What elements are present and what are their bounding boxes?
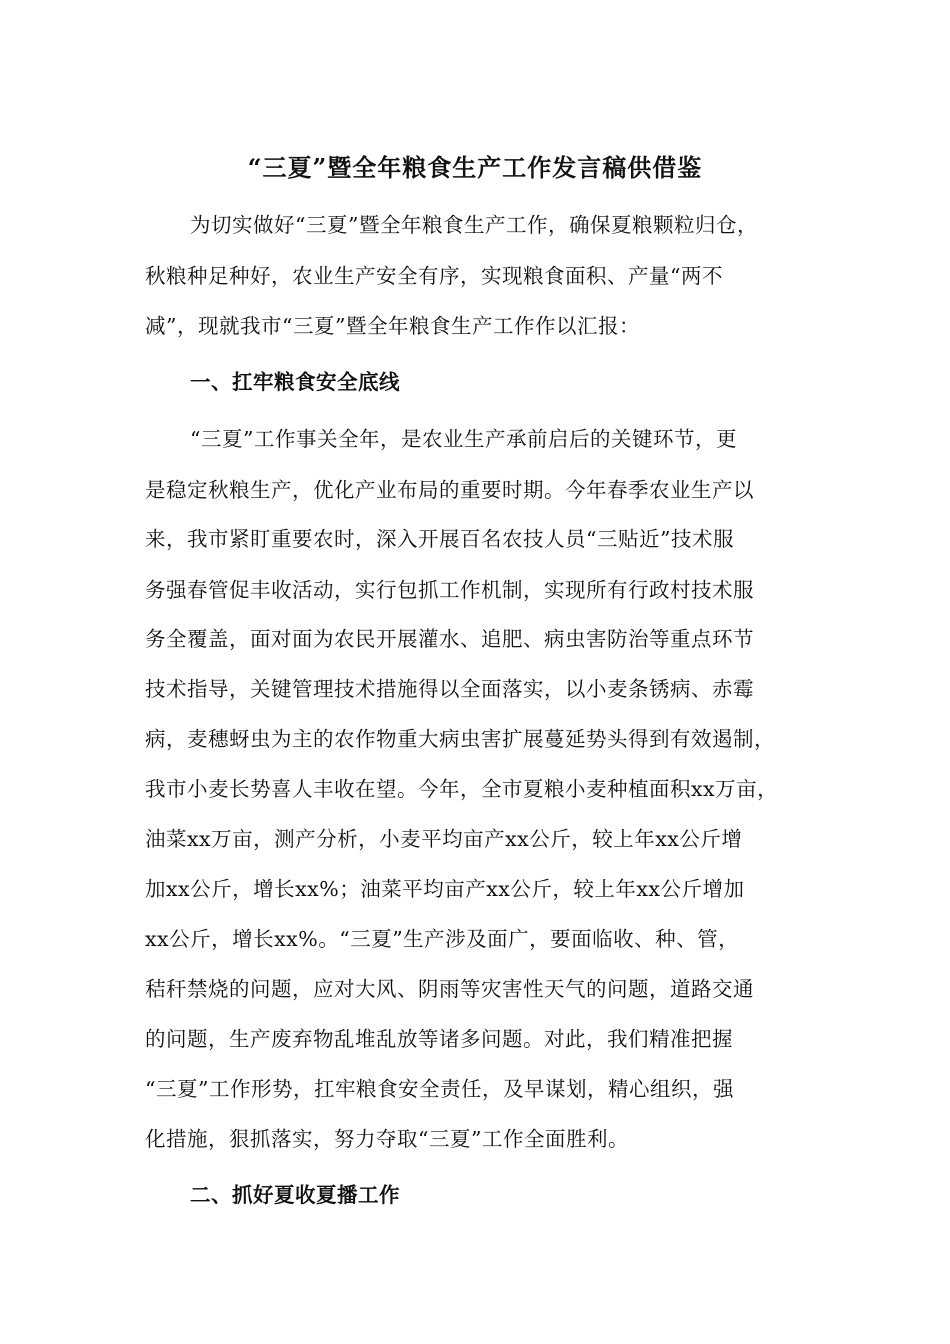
intro-line-1: 为切实做好“三夏”暨全年粮食生产工作，确保夏粮颗粒归仓， bbox=[190, 213, 758, 237]
section-1-line-10: 加xx公斤，增长xx%；油菜平均亩产xx公斤，较上年xx公斤增加 bbox=[145, 877, 745, 901]
section-1-line-15: 化措施，狠抓落实，努力夺取“三夏”工作全面胜利。 bbox=[145, 1127, 629, 1151]
document-title: “三夏”暨全年粮食生产工作发言稿供借鉴 bbox=[247, 153, 703, 182]
section-1-line-5: 务全覆盖，面对面为农民开展灌水、追肥、病虫害防治等重点环节 bbox=[145, 627, 754, 651]
section-1-line-4: 务强春管促丰收活动，实行包抓工作机制，实现所有行政村技术服 bbox=[145, 578, 754, 602]
intro-line-2: 秋粮种足种好，农业生产安全有序，实现粮食面积、产量“两不 bbox=[145, 264, 723, 288]
section-1-line-1: “三夏”工作事关全年，是农业生产承前启后的关键环节，更 bbox=[190, 427, 737, 451]
section-1-line-13: 的问题，生产废弃物乱堆乱放等诸多问题。对此，我们精准把握 bbox=[145, 1027, 733, 1051]
section-2-heading: 二、抓好夏收夏播工作 bbox=[190, 1183, 400, 1207]
intro-line-3: 减”，现就我市“三夏”暨全年粮食生产工作作以汇报： bbox=[145, 314, 640, 338]
section-1-line-6: 技术指导，关键管理技术措施得以全面落实，以小麦条锈病、赤霉 bbox=[145, 677, 754, 701]
section-1-line-2: 是稳定秋粮生产，优化产业布局的重要时期。今年春季农业生产以 bbox=[145, 478, 754, 502]
section-1-line-7: 病，麦穗蚜虫为主的农作物重大病虫害扩展蔓延势头得到有效遏制， bbox=[145, 727, 775, 751]
section-1-line-12: 秸秆禁烧的问题，应对大风、阴雨等灾害性天气的问题，道路交通 bbox=[145, 977, 754, 1001]
section-1-heading: 一、扛牢粮食安全底线 bbox=[190, 370, 400, 394]
section-1-line-3: 来，我市紧盯重要农时，深入开展百名农技人员“三贴近”技术服 bbox=[145, 527, 734, 551]
section-1-line-11: xx公斤，增长xx%。“三夏”生产涉及面广，要面临收、种、管， bbox=[145, 927, 740, 951]
section-1-line-8: 我市小麦长势喜人丰收在望。今年，全市夏粮小麦种植面积xx万亩， bbox=[145, 777, 779, 801]
section-1-line-14: “三夏”工作形势，扛牢粮食安全责任，及早谋划，精心组织，强 bbox=[145, 1077, 734, 1101]
section-1-line-9: 油菜xx万亩，测产分析，小麦平均亩产xx公斤，较上年xx公斤增 bbox=[145, 827, 743, 851]
